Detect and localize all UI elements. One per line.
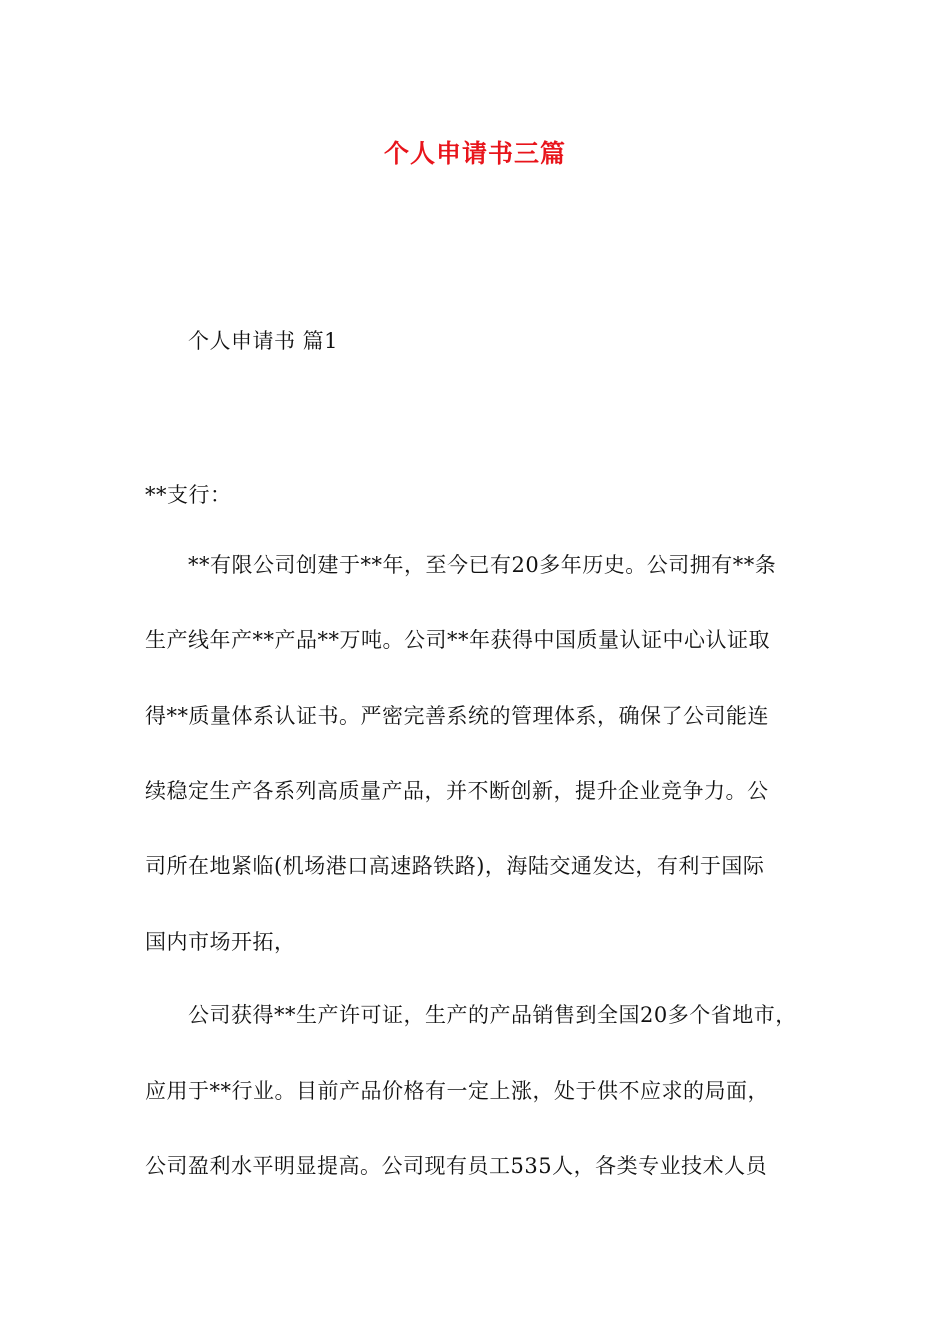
paragraph-line: 国内市场开拓，	[145, 930, 296, 954]
paragraph-line: 续稳定生产各系列高质量产品，并不断创新，提升企业竞争力。公	[145, 779, 769, 803]
paragraph-line: **有限公司创建于**年，至今已有20多年历史。公司拥有**条	[188, 553, 777, 577]
salutation: **支行：	[145, 483, 232, 507]
paragraph-line: 得**质量体系认证书。严密完善系统的管理体系，确保了公司能连	[145, 704, 769, 728]
paragraph-line: 生产线年产**产品**万吨。公司**年获得中国质量认证中心认证取	[145, 628, 770, 652]
paragraph-line: 应用于**行业。目前产品价格有一定上涨，处于供不应求的局面，	[145, 1079, 769, 1103]
document-title: 个人申请书三篇	[383, 139, 566, 168]
paragraph-line: 司所在地紧临(机场港口高速路铁路)，海陆交通发达，有利于国际	[145, 854, 765, 878]
paragraph-line: 公司盈利水平明显提高。公司现有员工535人，各类专业技术人员	[145, 1154, 768, 1178]
section-heading: 个人申请书 篇1	[188, 329, 339, 353]
paragraph-line: 公司获得**生产许可证，生产的产品销售到全国20多个省地市，	[188, 1003, 797, 1027]
